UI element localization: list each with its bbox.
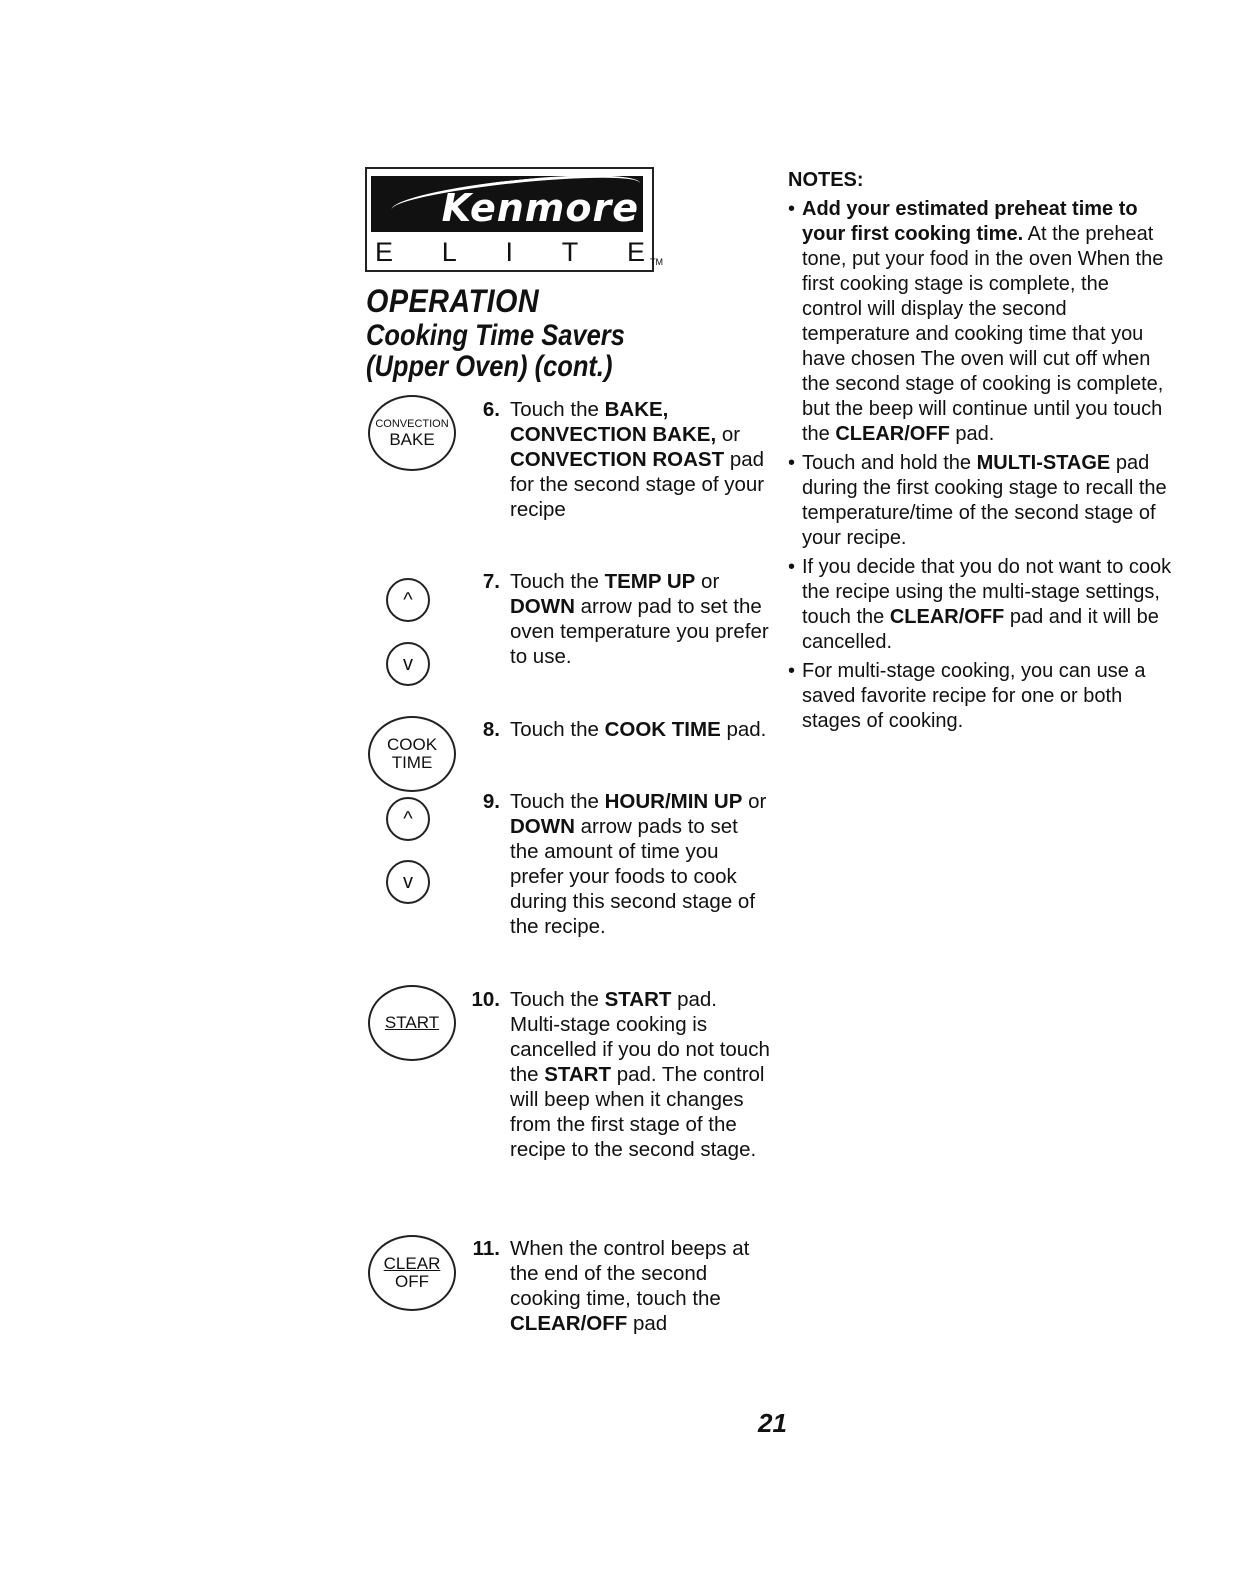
step-text: Touch the COOK TIME pad. xyxy=(510,718,767,741)
step-10 xyxy=(460,987,770,1162)
step-9 xyxy=(460,789,770,939)
step-11 xyxy=(460,1236,770,1336)
hour-min-down-arrow-icon xyxy=(386,860,430,904)
step-text: Touch the START pad. Multi-stage cooking is cancelled if you do not touch the START pad. The control will beep when it changes from the first stage of the recipe to the second stage. xyxy=(510,988,770,1161)
note-item: • Add your estimated preheat time to your first cooking time. At the preheat tone, put your food in the oven When the first cooking stage is complete, the control will display the second temperature and cooking time that you have chosen The oven will cut off when the second stage of cooking is complete, but the beep will continue until you touch the CLEAR/OFF pad. xyxy=(788,198,1164,445)
note-item: • If you decide that you do not want to cook the recipe using the multi-stage settings, touch the CLEAR/OFF pad and it will be cancelled. xyxy=(788,556,1172,653)
arrow-glyph: v xyxy=(403,870,413,893)
step-6 xyxy=(460,397,770,522)
subtitle-line-1: Cooking Time Savers xyxy=(366,319,625,352)
step-number: 10. xyxy=(471,988,500,1011)
temp-down-arrow-icon xyxy=(386,642,430,686)
logo-letter: L xyxy=(441,237,457,267)
bullet-icon: • xyxy=(788,660,796,682)
logo-trademark: TM xyxy=(650,257,663,267)
temp-up-arrow-icon xyxy=(386,578,430,622)
pad-label: BAKE xyxy=(389,430,435,449)
logo-banner xyxy=(371,176,643,232)
page-subtitle xyxy=(366,320,625,382)
step-7 xyxy=(460,569,770,669)
arrow-glyph: v xyxy=(403,652,413,675)
step-text: When the control beeps at the end of the second cooking time, touch the CLEAR/OFF pad xyxy=(510,1237,750,1335)
kenmore-elite-logo xyxy=(365,167,663,274)
step-number: 6. xyxy=(482,398,500,421)
step-8 xyxy=(460,717,770,742)
bullet-icon: • xyxy=(788,198,796,220)
bullet-icon: • xyxy=(788,452,796,474)
step-number: 9. xyxy=(482,790,500,813)
note-item: • Touch and hold the MULTI-STAGE pad during the first cooking stage to recall the temperature/time of the second stage of your recipe. xyxy=(788,452,1167,549)
pad-label: TIME xyxy=(391,753,433,772)
pad-label: START xyxy=(384,1013,440,1032)
pad-label: CONVECTION xyxy=(375,418,449,430)
clear-off-pad-icon xyxy=(368,1235,456,1311)
logo-letter: E xyxy=(375,237,394,267)
step-number: 11. xyxy=(472,1237,500,1260)
logo-wordmark: Kenmore xyxy=(441,186,639,230)
logo-elite-letters xyxy=(375,237,645,267)
notes-title: NOTES: xyxy=(788,169,864,191)
step-text: Touch the BAKE, CONVECTION BAKE, or CONVECTION ROAST pad for the second stage of your recipe xyxy=(510,398,765,521)
bullet-icon: • xyxy=(788,556,796,578)
note-item: • For multi-stage cooking, you can use a saved favorite recipe for one or both stages of cooking. xyxy=(788,660,1146,732)
hour-min-up-arrow-icon xyxy=(386,797,430,841)
logo-letter: I xyxy=(505,237,513,267)
page-number: 21 xyxy=(758,1408,787,1438)
logo-letter: E xyxy=(626,237,645,267)
arrow-glyph: ^ xyxy=(403,588,413,611)
pad-label: CLEAR xyxy=(383,1254,441,1273)
step-number: 7. xyxy=(482,570,500,593)
section-title: OPERATION xyxy=(366,283,540,319)
arrow-glyph: ^ xyxy=(403,807,413,830)
notes-section xyxy=(788,168,1173,738)
step-number: 8. xyxy=(482,718,500,741)
step-text: Touch the TEMP UP or DOWN arrow pad to set the oven temperature you prefer to use. xyxy=(510,570,769,668)
logo-letter: T xyxy=(561,237,579,267)
pad-label: OFF xyxy=(395,1272,429,1291)
pad-label: COOK xyxy=(386,735,438,754)
step-text: Touch the HOUR/MIN UP or DOWN arrow pads to set the amount of time you prefer your foods to cook during this second stage of the recipe. xyxy=(510,790,767,938)
start-pad-icon xyxy=(368,985,456,1061)
cook-time-pad-icon xyxy=(368,716,456,792)
subtitle-line-2: (Upper Oven) (cont.) xyxy=(366,350,613,383)
convection-bake-pad-icon xyxy=(368,395,456,471)
